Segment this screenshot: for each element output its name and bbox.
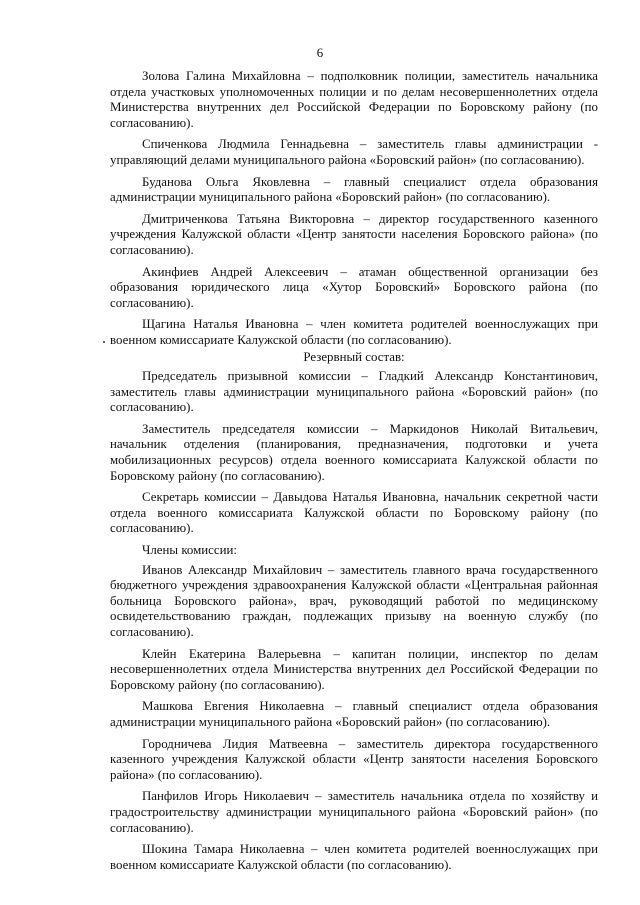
paragraph-secretary: Секретарь комиссии – Давыдова Наталья Ивановна, начальник секретной части отдела военного комиссариата Калужской области по Боровскому району (по согласованию).: [110, 490, 598, 536]
paragraph-shchagina: Щагина Наталья Ивановна – член комитета родителей военнослужащих при военном комиссариате Калужской области (по согласованию).: [110, 317, 598, 347]
paragraph-budanova: Буданова Ольга Яковлевна – главный специалист отдела образования администрации муниципального района «Боровский район» (по согласованию).: [110, 174, 598, 205]
paragraph-spichenkova: Спиченкова Людмила Геннадьевна – заместитель главы администрации - управляющий делами муниципального района «Боровский район» (по согласованию).: [110, 137, 598, 167]
paragraph-mashkova: Машкова Евгения Николаевна – главный специалист отдела образования администрации муниципального района «Боровский район» (по согласованию).: [110, 699, 598, 729]
paragraph-gorodnicheva: Городничева Лидия Матвеевна – заместитель директора государственного казенного учреждения Калужской области «Центр занятости населения Боровского района» (по согласованию).: [110, 736, 598, 782]
paragraph-zolova: Золова Галина Михайловна – подполковник полиции, заместитель начальника отдела участковых уполномоченных полиции и по делам несовершеннолетних отдела Министерства внутренних дел Российской Федерации по Боровскому району (по согласованию).: [110, 69, 598, 130]
paragraph-shokina: Шокина Тамара Николаевна – член комитета родителей военнослужащих при военном комиссариате Калужской области (по согласованию).: [110, 842, 598, 872]
paragraph-deputy-chairman: Заместитель председателя комиссии – Маркидонов Николай Витальевич, начальник отделения (планирования, предназначения, подготовки и учета мобилизационных ресурсов) отдела военного комиссариата Калужской области по Боровскому району (по согласованию).: [110, 421, 598, 483]
document-body: [110, 69, 598, 879]
paragraph-dmitrichenkova: Дмитриченкова Татьяна Викторовна – директор государственного казенного учреждения Калужской области «Центр занятости населения Боровского района» (по согласованию).: [110, 211, 598, 257]
paragraph-klein: Клейн Екатерина Валерьевна – капитан полиции, инспектор по делам несовершеннолетних отдела Министерства внутренних дел Российской Федерации по Боровскому району (по согласованию).: [110, 646, 598, 692]
paragraph-panfilov: Панфилов Игорь Николаевич – заместитель начальника отдела по хозяйству и градостроительству администрации муниципального района «Боровский район» (по согласованию).: [110, 789, 598, 835]
members-heading: Члены комиссии:: [142, 543, 237, 558]
page-number: 6: [316, 46, 324, 60]
paragraph-chairman: Председатель призывной комиссии – Гладкий Александр Константинович, заместитель главы администрации муниципального района «Боровский район» (по согласованию).: [110, 369, 598, 415]
reserve-heading: Резервный состав:: [303, 349, 405, 364]
scan-dot: [103, 341, 105, 343]
paragraph-akinfiev: Акинфиев Андрей Алексеевич – атаман общественной организации без образования юридического лица «Хутор Боровский» Боровского района (по согласованию).: [110, 264, 598, 310]
paragraph-ivanov: Иванов Александр Михайлович – заместитель главного врача государственного бюджетного учреждения здравоохранения Калужской области «Центральная районная больница Боровского района», врач, руководящий работой по медицинскому освидетельствованию граждан, подлежащих призыву на военную службу (по согласованию).: [110, 562, 598, 639]
